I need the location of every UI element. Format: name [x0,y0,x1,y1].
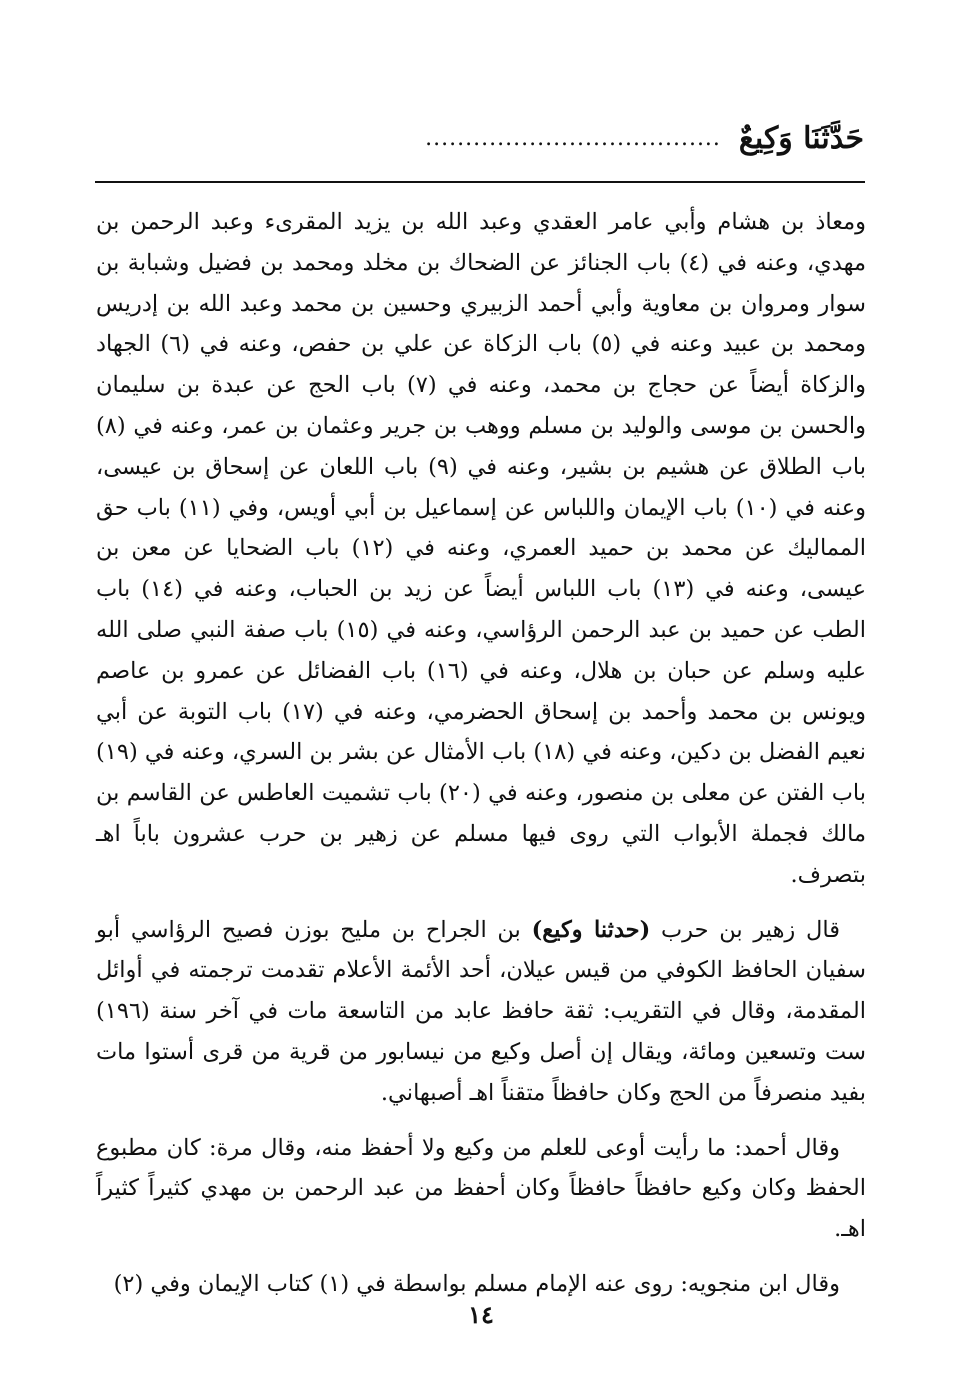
paragraph [96,910,866,1114]
paragraph [96,1128,866,1250]
paragraph-text: قال زهير بن حرب [650,916,840,943]
paragraph-text: وقال ابن منجويه: روى عنه الإمام مسلم بواسطة في (١) كتاب الإيمان وفي (٢) [113,1270,840,1297]
paragraph-text: بن الجراح بن مليح بوزن فصيح الرؤاسي أبو سفيان الحافظ الكوفي من قيس عيلان، أحد الأئمة الأعلام تقدمت ترجمته في أوائل المقدمة، وقال في التقريب: ثقة حافظ عابد من التاسعة مات في آخر سنة (١٩٦) ست وتسعين ومائة، ويقال إن أصل وكيع من نيسابور من قرية من قرى أستوا مات بفيد منصرفاً من الحج وكان حافظاً متقناً اهـ أصبهاني. [96,916,866,1106]
body-text [96,202,866,1305]
page-number: ١٤ [468,1300,494,1329]
paragraph [96,1264,866,1305]
paragraph [96,202,866,896]
header-leader-dots: ..................................... [425,125,721,151]
paragraph-text: وقال أحمد: ما رأيت أوعى للعلم من وكيع ولا أحفظ منه، وقال مرة: كان مطبوع الحفظ وكان وكيع حافظاً حافظاً وكان أحفظ من عبد الرحمن بن مهدي كثيراً كثيراً اهـ. [96,1134,866,1243]
running-header [104,112,864,164]
header-rule [95,181,865,183]
paragraph-text: ومعاذ بن هشام وأبي عامر العقدي وعبد الله بن يزيد المقرىء وعبد الرحمن بن مهدي، وعنه في (٤) باب الجنائز عن الضحاك بن مخلد ومحمد بن فضيل وشبابة بن سوار ومروان بن معاوية وأبي أحمد الزبيري وحسين بن محمد وعبد الله بن إدريس ومحمد بن عبيد وعنه في (٥) باب الزكاة عن علي بن حفص، وعنه في (٦) الجهاد والزكاة أيضاً عن حجاج بن محمد، وعنه في (٧) باب الحج عن عبدة بن سليمان والحسن بن موسى والوليد بن مسلم ووهب بن جرير وعثمان بن عمر، وعنه في (٨) باب الطلاق عن هشيم بن بشير، وعنه في (٩) باب اللعان عن إسحاق بن عيسى، وعنه في (١٠) باب الإيمان واللباس عن إسماعيل بن أبي أويس، وفي (١١) باب حق المماليك عن محمد بن حميد العمري، وعنه في (١٢) باب الضحايا عن معن بن عيسى، وعنه في (١٣) باب اللباس أيضاً عن زيد بن الحباب، وعنه في (١٤) باب الطب عن حميد بن عبد الرحمن الرؤاسي، وعنه في (١٥) باب صفة النبي صلى الله عليه وسلم عن حبان بن هلال، وعنه في (١٦) باب الفضائل عن عمرو بن عاصم ويونس بن محمد وأحمد بن إسحاق الحضرمي، وعنه في (١٧) باب التوبة عن أبي نعيم الفضل بن دكين، وعنه في (١٨) باب الأمثال عن بشر بن السري، وعنه في (١٩) باب الفتن عن معلى بن منصور، وعنه في (٢٠) باب تشميت العاطس عن القاسم بن مالك فجملة الأبواب التي روى فيها مسلم عن زهير بن حرب عشرون باباً اهـ بتصرف. [96,209,867,888]
header-title: حَدَّثَنَا وَكِيعٌ [738,120,864,156]
bold-quote: (حدثنا وكيع) [531,916,651,943]
